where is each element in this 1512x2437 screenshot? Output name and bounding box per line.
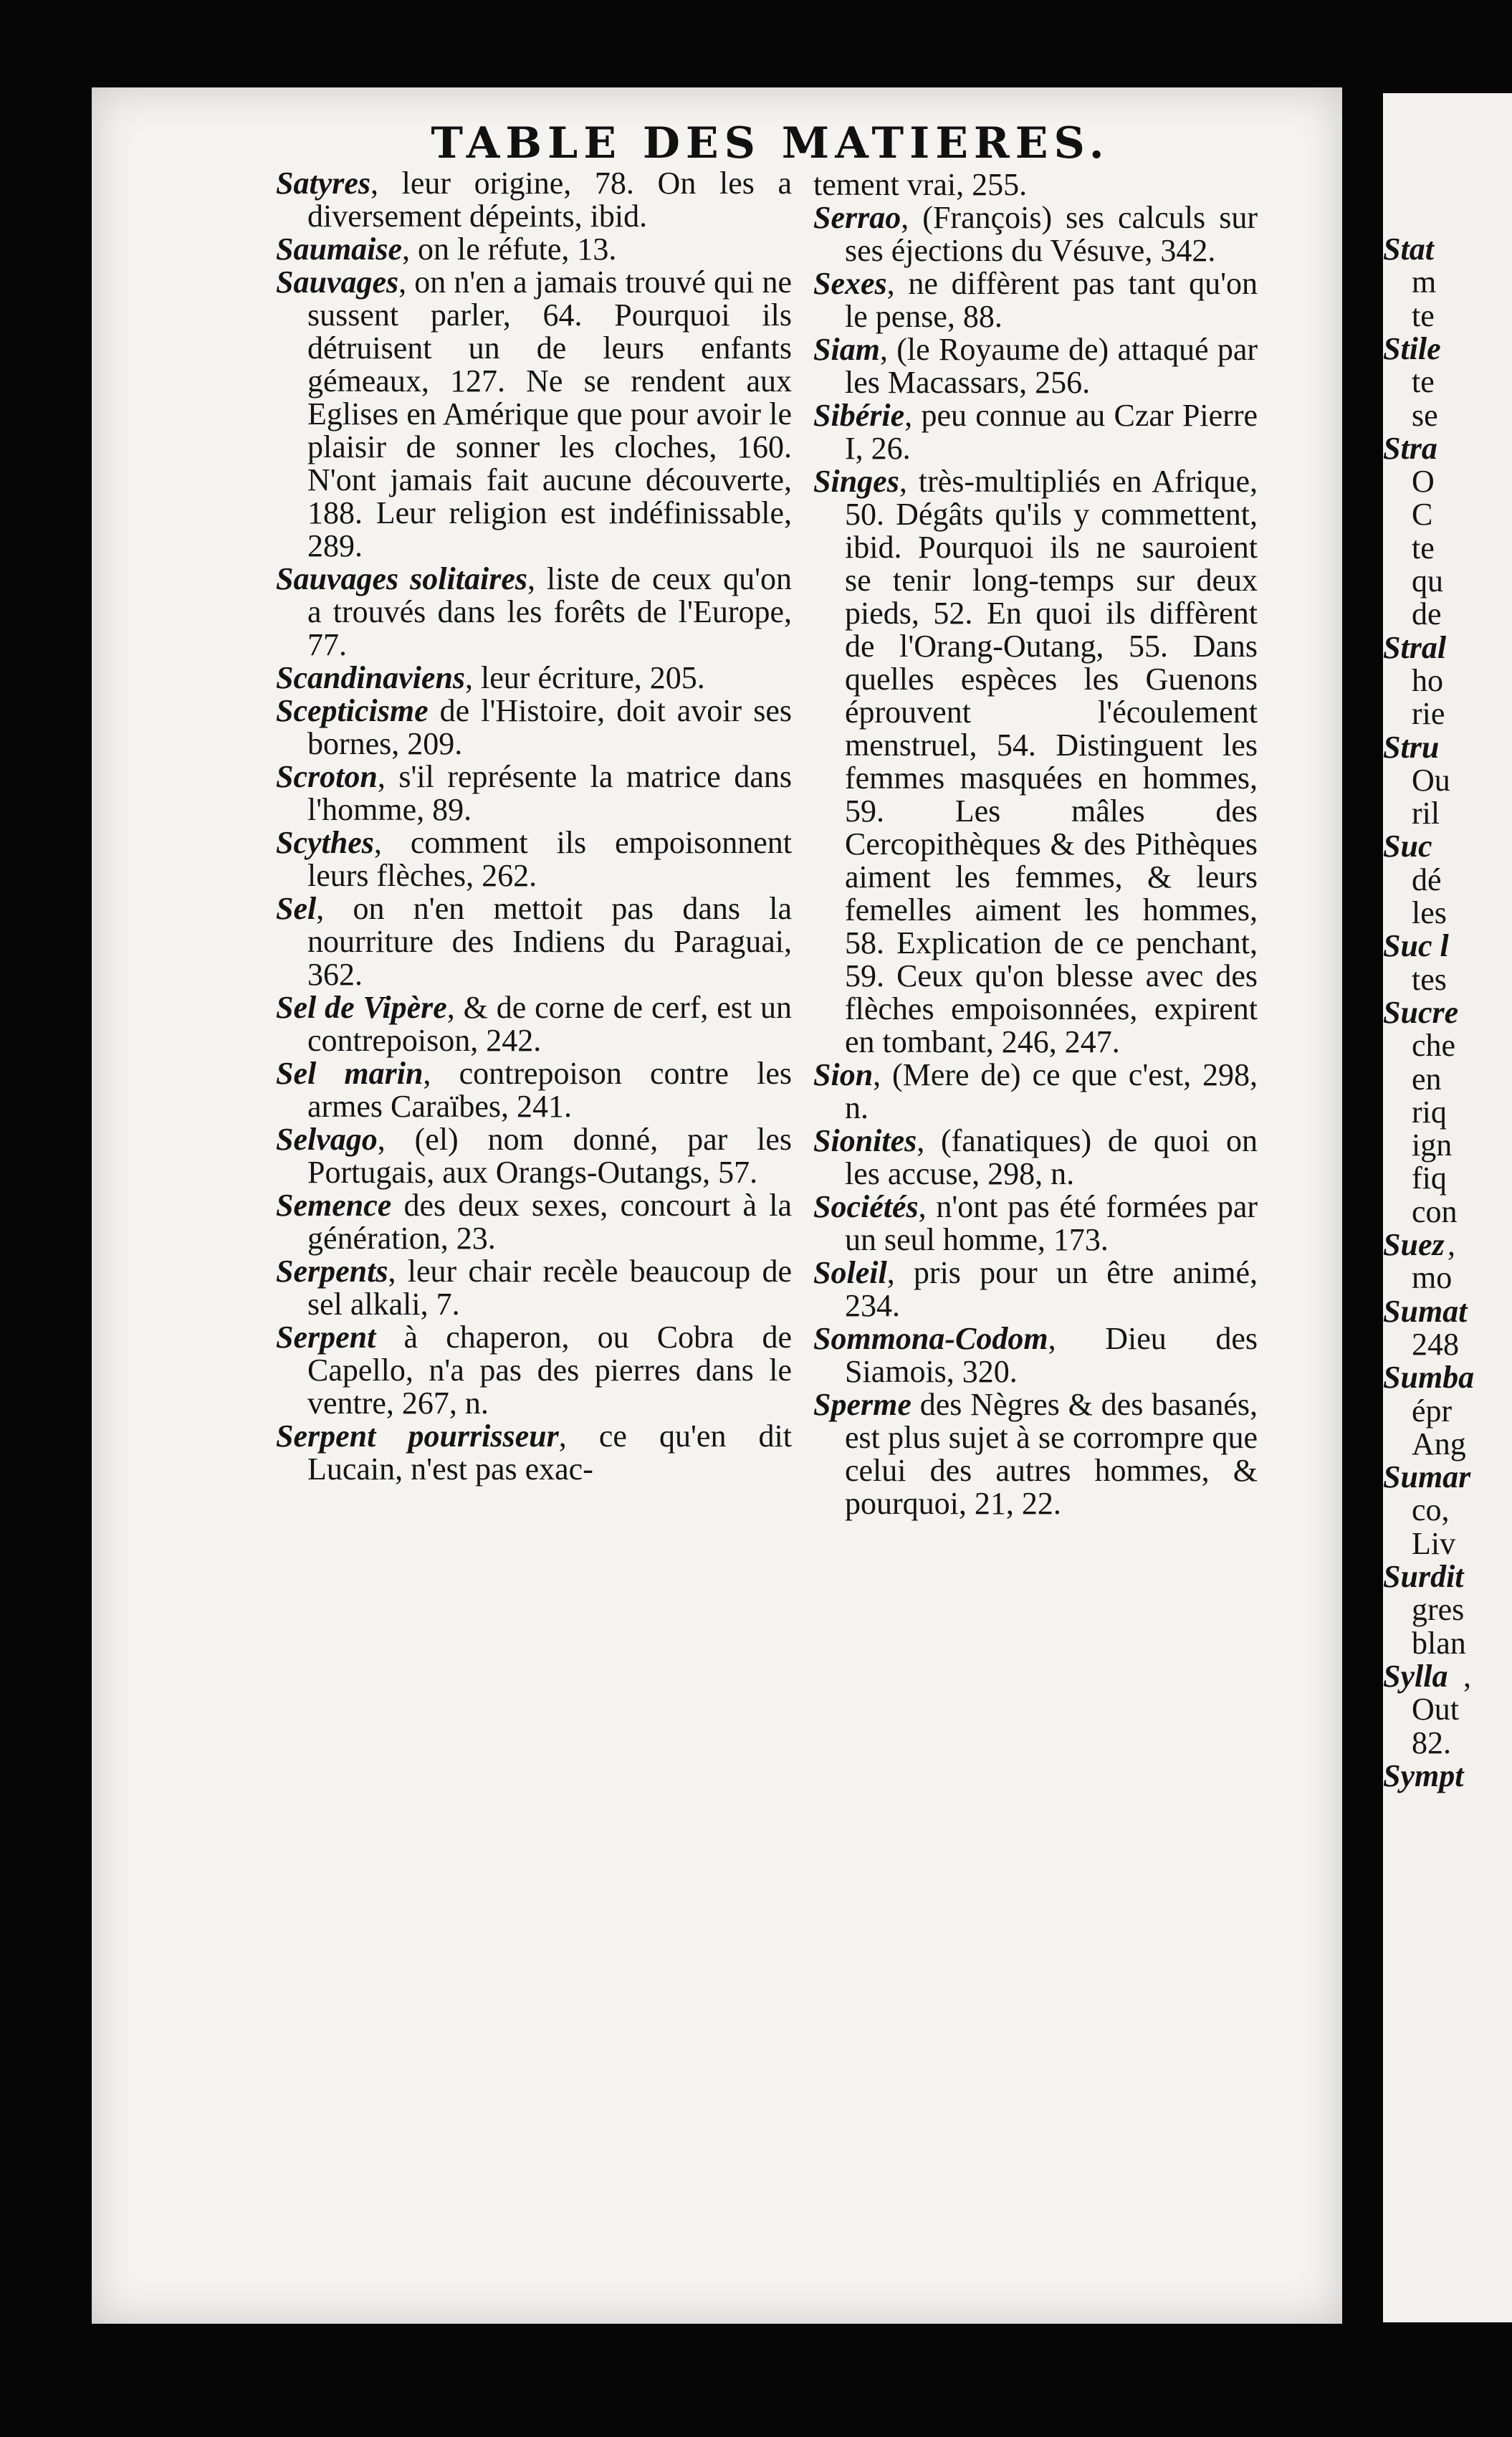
index-entry: [276, 233, 792, 266]
index-headword: Serpent: [276, 1320, 376, 1355]
fragment-text: co,: [1412, 1492, 1450, 1528]
index-headword: Semence: [276, 1188, 392, 1223]
index-headword: Serpents: [276, 1254, 388, 1289]
index-entry-text: , Dieu des Siamois, 320.: [845, 1321, 1258, 1389]
index-headword: Sauvages solitaires: [276, 561, 527, 596]
index-headword: Siam: [813, 332, 880, 367]
index-entry: [276, 1123, 792, 1189]
fragment-text: 248: [1412, 1326, 1459, 1362]
index-headword: Serpent pourrisseur: [276, 1418, 559, 1454]
index-entry: [276, 1255, 792, 1321]
index-headword: Selvago: [276, 1122, 378, 1157]
index-entry: [276, 563, 792, 662]
index-headword: Sel: [276, 891, 317, 926]
index-entry-text: , ce qu'en dit Lucain, n'est pas exac-: [307, 1418, 792, 1487]
fragment-text: mo: [1412, 1260, 1453, 1296]
index-entry: [276, 266, 792, 563]
index-headword: Sperme: [813, 1387, 911, 1422]
index-entry-text: tement vrai, 255.: [813, 167, 1028, 202]
fragment-headword: Stat: [1383, 232, 1434, 267]
fragment-headword: Suc: [1383, 829, 1432, 864]
fragment-text: dé: [1412, 862, 1442, 897]
index-entry: [813, 1059, 1258, 1125]
fragment-text: en: [1412, 1061, 1442, 1097]
book-page-right-partial: [1383, 93, 1512, 2322]
index-entry-text: , très-multipliés en Afrique, 50. Dégâts qu'ils y commettent, ibid. Pourquoi ils ne sauroient se tenir long-temps sur deux pieds, 52. En quoi ils diffèrent de l'Orang-Outang, 55. Dans quelles espèces les Guenons éprouvent l'écoulement menstruel, 54. Distinguent les femmes masquées en hommes, 59. Les mâles des Cercopithèques & des Pithèques aiment les femmes, & leurs femelles aiment les hommes, 58. Explication de ce penchant, 59. Ceux qu'on blesse avec des flèches empoisonnées, expirent en tombant, 246, 247.: [845, 464, 1258, 1059]
index-entry: [813, 1388, 1258, 1520]
index-entry: [813, 1322, 1258, 1388]
index-entry: [276, 1189, 792, 1255]
fragment-text: te: [1412, 297, 1435, 333]
index-headword: Sexes: [813, 266, 887, 301]
index-entry: [276, 662, 792, 695]
index-headword: Sociétés: [813, 1189, 919, 1224]
index-entry-text: , contrepoison contre les armes Caraïbes, 241.: [307, 1056, 792, 1124]
fragment-headword: Surdit: [1383, 1559, 1464, 1594]
fragment-text: ,: [1448, 1227, 1455, 1262]
fragment-text: riq: [1412, 1094, 1447, 1130]
fragment-text: m: [1412, 264, 1437, 300]
index-entry-text: , comment ils empoisonnent leurs flèches, 262.: [307, 825, 792, 893]
fragment-text: Ou: [1412, 762, 1450, 798]
index-entry: [813, 465, 1258, 1059]
index-headword: Sommona-Codom: [813, 1321, 1048, 1356]
index-entry-text: , (François) ses calculs sur ses éjections du Vésuve, 342.: [845, 200, 1258, 268]
index-entry-text: , & de corne de cerf, est un contrepoison, 242.: [307, 990, 792, 1058]
fragment-headword: Sumba: [1383, 1360, 1475, 1396]
index-headword: Scythes: [276, 825, 374, 860]
fragment-headword: Stru: [1383, 729, 1440, 765]
index-entry: [276, 167, 792, 233]
index-entry: [813, 333, 1258, 399]
fragment-headword: Sumat: [1383, 1293, 1468, 1329]
index-entry-text: des deux sexes, concourt à la génération, 23.: [307, 1188, 792, 1256]
fragment-text: fiq: [1412, 1160, 1447, 1196]
fragment-text: ril: [1412, 796, 1440, 831]
index-entry: [276, 695, 792, 760]
index-entry: [813, 1191, 1258, 1256]
index-headword: Sel de Vipère: [276, 990, 447, 1025]
index-entry: [276, 1057, 792, 1123]
fragment-text: tes: [1412, 961, 1447, 997]
index-entry-text: à chaperon, ou Cobra de Capello, n'a pas des pierres dans le ventre, 267, n.: [307, 1320, 792, 1421]
index-headword: Satyres: [276, 166, 370, 201]
fragment-text: 82.: [1412, 1725, 1451, 1760]
index-headword: Scroton: [276, 759, 378, 794]
fragment-text: te: [1412, 530, 1435, 566]
fragment-text: C: [1412, 497, 1433, 533]
index-entry-text: , on n'en a jamais trouvé qui ne sussent parler, 64. Pourquoi ils détruisent un de leurs enfants gémeaux, 127. Ne se rendent aux Eglises en Amérique que pour avoir le plaisir de sonner les cloches, 160. N'ont jamais fait aucune découverte, 188. Leur religion est indéfinissable, 289.: [307, 264, 792, 563]
index-headword: Scandinaviens: [276, 660, 466, 695]
fragment-text: Ang: [1412, 1426, 1466, 1461]
index-entry-text: , (el) nom donné, par les Portugais, aux Orangs-Outangs, 57.: [307, 1122, 792, 1190]
fragment-text: blan: [1412, 1625, 1466, 1661]
index-entry: [813, 1125, 1258, 1191]
index-entry-text: , pris pour un être animé, 234.: [845, 1255, 1258, 1323]
fragment-headword: Sylla: [1383, 1658, 1448, 1694]
index-entry-text: des Nègres & des basanés, est plus sujet à se corrompre que celui des autres hommes, & pourquoi, 21, 22.: [845, 1387, 1258, 1521]
index-headword: Serrao: [813, 200, 901, 235]
index-entry: [276, 826, 792, 892]
index-entry-text: , on n'en mettoit pas dans la nourriture des Indiens du Paraguai, 362.: [307, 891, 792, 992]
fragment-text: rie: [1412, 696, 1445, 732]
fragment-headword: Suc l: [1383, 928, 1449, 964]
index-entry: [813, 267, 1258, 333]
index-entry-text: , ne diffèrent pas tant qu'on le pense, 88.: [845, 266, 1258, 334]
fragment-text: ,: [1463, 1658, 1471, 1694]
index-entry: [813, 201, 1258, 267]
fragment-text: Liv: [1412, 1525, 1456, 1561]
index-headword: Sion: [813, 1057, 874, 1092]
fragment-headword: Sumar: [1383, 1459, 1471, 1495]
index-headword: Scepticisme: [276, 693, 429, 728]
fragment-headword: Stra: [1383, 430, 1437, 466]
index-entry: [813, 168, 1258, 201]
page-heading: TABLE DES MATIERES.: [431, 118, 1110, 168]
fragment-headword: Stile: [1383, 330, 1441, 366]
fragment-text: O: [1412, 464, 1435, 500]
index-entry: [276, 991, 792, 1057]
index-headword: Soleil: [813, 1255, 887, 1290]
index-entry-text: , (Mere de) ce que c'est, 298, n.: [845, 1057, 1258, 1125]
index-entry: [276, 1321, 792, 1420]
index-column-middle: [813, 168, 1258, 1520]
fragment-headword: Suez: [1383, 1227, 1445, 1262]
index-entry-text: , leur origine, 78. On les a diversement dépeints, ibid.: [307, 166, 792, 234]
fragment-text: che: [1412, 1028, 1456, 1064]
fragment-headword: Stral: [1383, 629, 1447, 665]
fragment-text: se: [1412, 397, 1438, 433]
index-headword: Sibérie: [813, 398, 905, 433]
index-entry-text: , s'il représente la matrice dans l'homme, 89.: [307, 759, 792, 827]
fragment-text: Out: [1412, 1692, 1459, 1727]
index-entry: [276, 892, 792, 991]
index-entry-text: , on le réfute, 13.: [402, 232, 617, 267]
fragment-text: qu: [1412, 563, 1443, 598]
fragment-text: con: [1412, 1193, 1458, 1229]
index-headword: Singes: [813, 464, 899, 499]
fragment-text: de: [1412, 596, 1442, 632]
fragment-headword: Sympt: [1383, 1758, 1464, 1793]
fragment-text: ign: [1412, 1127, 1453, 1163]
fragment-headword: Sucre: [1383, 994, 1459, 1030]
index-entry-text: , n'ont pas été formées par un seul homme, 173.: [845, 1189, 1258, 1257]
index-headword: Sauvages: [276, 264, 399, 300]
index-entry-text: , liste de ceux qu'on a trouvés dans les forêts de l'Europe, 77.: [307, 561, 792, 662]
fragment-text: épr: [1412, 1393, 1453, 1429]
index-entry-text: , leur chair recèle beaucoup de sel alkali, 7.: [307, 1254, 792, 1322]
index-entry: [276, 760, 792, 826]
fragment-text: te: [1412, 364, 1435, 400]
index-entry-text: , peu connue au Czar Pierre I, 26.: [845, 398, 1258, 466]
index-entry-text: , (fanatiques) de quoi on les accuse, 298, n.: [845, 1123, 1258, 1191]
index-column-left: [276, 167, 792, 1486]
index-entry: [276, 1420, 792, 1486]
index-entry: [813, 1256, 1258, 1322]
fragment-text: les: [1412, 895, 1447, 930]
index-headword: Sel marin: [276, 1056, 424, 1091]
index-headword: Sionites: [813, 1123, 917, 1158]
index-entry: [813, 399, 1258, 465]
fragment-text: gres: [1412, 1592, 1465, 1628]
index-entry-text: , (le Royaume de) attaqué par les Macassars, 256.: [845, 332, 1258, 400]
index-entry-text: , leur écriture, 205.: [465, 660, 705, 695]
index-entry-text: de l'Histoire, doit avoir ses bornes, 209.: [307, 693, 792, 761]
index-headword: Saumaise: [276, 232, 403, 267]
fragment-text: ho: [1412, 662, 1443, 698]
